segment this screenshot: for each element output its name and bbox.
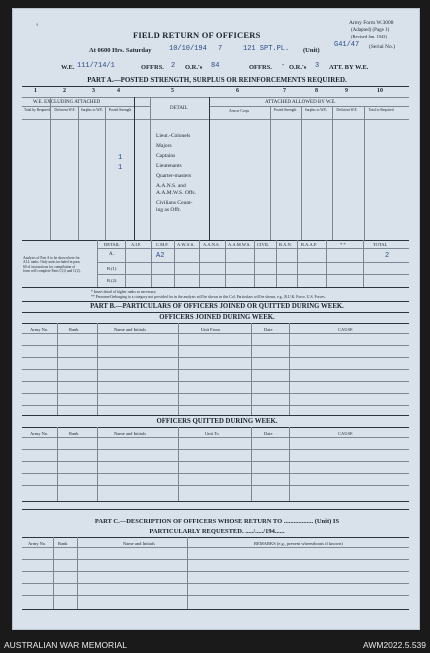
analysis-footnote-2: ** Personnel belonging to a category not provided for in the analysis will be shown in this Col. Particulars will be shown, e.g., B.U.K. Force, U.S. Forces. — [91, 295, 326, 299]
subhead-rule — [22, 119, 409, 120]
analysis-col-other: * * — [340, 242, 346, 247]
we-handwritten: 111/714/1 — [77, 62, 115, 70]
joined-divider — [97, 323, 98, 415]
analysis-bottom-rule — [22, 287, 409, 288]
subhead-c3: Surplus to W.E. — [80, 108, 104, 112]
quitted-bottom-rule — [22, 501, 409, 502]
analysis-divider — [254, 240, 255, 287]
quitted-header-cause: CAUSE — [338, 431, 353, 436]
analysis-a-total: 2 — [385, 252, 390, 260]
analysis-row-label-b2: B.(2) — [107, 278, 117, 283]
col-number-6: 6 — [236, 88, 239, 94]
joined-row-rule — [22, 369, 409, 370]
joined-title: OFFICERS JOINED DURING WEEK. — [159, 314, 275, 321]
col-divider — [270, 106, 271, 240]
col-number-10: 10 — [377, 88, 383, 94]
analysis-col-ran: R.A.N. — [279, 242, 292, 247]
col-number-8: 8 — [315, 88, 318, 94]
quitted-header-date: Date — [264, 431, 273, 436]
part-a-title: PART A.—POSTED STRENGTH, SURPLUS OR REINFORCEMENTS REQUIRED. — [87, 76, 347, 84]
analysis-note: Analysis of Part A to be shown here for ALL ranks. Only units included in para. 60 of instructions for compilation of form will complete Parts C(1) and C(2). — [23, 256, 81, 273]
part-c-header-rule — [22, 547, 409, 548]
form-id-line1: Army Form W.3008 — [349, 20, 394, 26]
rank-civilians-cont: ing as Offr. — [156, 207, 181, 213]
att-label: ATT. BY W.E. — [329, 64, 369, 71]
rank-captains: Captains — [156, 153, 176, 159]
analysis-row-label-a: A. — [109, 252, 114, 257]
offrs-label-1: OFFRS. — [141, 64, 164, 71]
unit-label: (Unit) — [303, 47, 320, 54]
col-number-5: 5 — [171, 88, 174, 94]
analysis-divider — [199, 240, 200, 287]
quitted-row-rule — [22, 473, 409, 474]
analysis-footnote-1: * Insert detail of higher ranks as necessary. — [91, 290, 157, 294]
we-label: W.E. — [61, 64, 75, 71]
joined-header-army-no: Army No. — [30, 327, 49, 332]
part-c-title-rule — [22, 537, 409, 538]
form-id-line2: (Adapted) (Page 1) — [351, 28, 390, 33]
part-c-divider — [53, 537, 54, 609]
quitted-header-army-no: Army No. — [30, 431, 49, 436]
serial-handwritten: G41/47 — [334, 41, 360, 49]
quitted-header-unit-to: Unit To — [205, 431, 219, 436]
detail-header: DETAIL — [170, 106, 188, 111]
col-divider — [364, 106, 365, 240]
rank-civilians: Civilians Count- — [156, 200, 193, 206]
part-c-row-rule — [22, 595, 409, 596]
subhead-c7: Posted Strength — [273, 108, 297, 112]
quitted-divider — [57, 427, 58, 501]
part-c-title-line1: PART C.—DESCRIPTION OF OFFICERS WHOSE RETURN TO .................. (Unit) IS — [94, 518, 340, 525]
joined-header-date: Date — [264, 327, 273, 332]
form-sheet — [12, 8, 420, 630]
part-c-top-rule — [22, 509, 409, 510]
posted-captains: 1 — [118, 154, 123, 162]
subhead-c6: Arm or Corps — [229, 109, 249, 113]
ors-label-2: O.R.'s — [289, 64, 307, 71]
quitted-divider — [289, 427, 290, 501]
joined-row-rule — [22, 405, 409, 406]
ors-label-1: O.R.'s — [185, 64, 203, 71]
analysis-col-aif: A.I.F. — [131, 242, 142, 247]
quitted-header-rule — [22, 437, 409, 438]
quitted-header-rank: Rank — [69, 431, 79, 436]
subhead-c10: Total to Required — [368, 108, 394, 112]
col-number-3: 3 — [92, 88, 95, 94]
joined-divider — [289, 323, 290, 415]
part-c-row-rule — [22, 559, 409, 560]
group-left-rule — [22, 106, 150, 107]
analysis-col-raaf: R.A.A.F. — [301, 242, 318, 247]
part-c-title-line2: PARTICULARLY REQUESTED. ...../...../194...... — [149, 528, 285, 535]
serial-label: (Serial No.) — [369, 44, 395, 50]
subhead-c1: Total by Required — [24, 108, 50, 112]
part-c-header-army-no: Army No. — [28, 541, 47, 546]
quitted-divider — [97, 427, 98, 501]
form-title: FIELD RETURN OF OFFICERS — [133, 30, 261, 40]
handwritten-mark: ' — [35, 24, 40, 32]
quitted-title: OFFICERS QUITTED DURING WEEK. — [156, 418, 278, 425]
col-divider — [134, 97, 135, 240]
col-number-7: 7 — [283, 88, 286, 94]
col-divider — [301, 106, 302, 240]
unit-handwritten: 121 SPT.PL. — [243, 45, 290, 53]
part-c-divider — [187, 537, 188, 609]
offrs-label-2: OFFRS. — [249, 64, 272, 71]
joined-divider — [251, 323, 252, 415]
analysis-divider — [225, 240, 226, 287]
footer-accession-number: AWM2022.5.539 — [363, 640, 426, 650]
part-c-header-name: Name and Initials — [123, 541, 155, 546]
col-divider — [50, 97, 51, 240]
footer-institution: AUSTRALIAN WAR MEMORIAL — [4, 640, 127, 650]
analysis-divider — [174, 240, 175, 287]
analysis-col-cmf: C.M.F. — [156, 242, 169, 247]
rank-aamws: A.A.M.W.S. Offs. — [156, 190, 196, 196]
analysis-col-aans: A.A.N.S. — [203, 242, 220, 247]
ors-value-1: 84 — [211, 62, 220, 70]
col-number-rule — [22, 97, 409, 98]
joined-title-rule — [22, 323, 409, 324]
joined-bottom-rule — [22, 415, 409, 416]
year-suffix: 7 — [218, 45, 223, 53]
subhead-c2: Deficient W.E. — [54, 108, 76, 112]
analysis-divider — [297, 240, 298, 287]
col-number-4: 4 — [117, 88, 120, 94]
archive-footer — [0, 636, 430, 653]
joined-header-cause: CAUSE — [338, 327, 353, 332]
analysis-row-label-b1: B.(1) — [107, 266, 117, 271]
analysis-divider — [363, 240, 364, 287]
joined-divider — [178, 323, 179, 415]
part-b-title: PART B.—PARTICULARS OF OFFICERS JOINED OR QUITTED DURING WEEK. — [90, 303, 344, 310]
analysis-col-civil: CIVIL — [257, 242, 269, 247]
rank-majors: Majors — [156, 143, 172, 149]
col-divider — [105, 106, 106, 240]
analysis-col-awas: A.W.A.S. — [177, 242, 195, 247]
offrs-value-1: 2 — [171, 62, 176, 70]
joined-header-rule — [22, 333, 409, 334]
part-c-header-remarks: REMARKS (e.g., present whereabouts if known) — [254, 541, 343, 546]
group-left-label: W.E. EXCLUDING ATTACHED — [33, 100, 101, 105]
joined-divider — [57, 323, 58, 415]
joined-header-name: Name and Initials — [114, 327, 146, 332]
quitted-row-rule — [22, 485, 409, 486]
analysis-divider — [326, 240, 327, 287]
subhead-c9: Deficient W.E. — [336, 108, 358, 112]
rank-aans: A.A.N.S. and — [156, 183, 186, 189]
analysis-divider — [276, 240, 277, 287]
analysis-detail-label: DETAIL — [104, 242, 120, 247]
rank-lieut-colonels: Lieut.-Colonels — [156, 133, 191, 139]
analysis-divider — [125, 240, 126, 287]
part-c-divider — [77, 537, 78, 609]
subhead-c4: Posted Strength — [108, 108, 132, 112]
joined-row-rule — [22, 345, 409, 346]
joined-row-rule — [22, 393, 409, 394]
quitted-row-rule — [22, 461, 409, 462]
analysis-a-aif: A2 — [156, 252, 165, 260]
analysis-col-aamws: A.A.M.W.S. — [228, 242, 251, 247]
date-handwritten: 10/10/194 — [169, 45, 207, 53]
col-divider — [332, 106, 333, 240]
ors-value-2: 3 — [315, 62, 320, 70]
analysis-divider — [151, 240, 152, 287]
posted-lieutenants: 1 — [118, 164, 123, 172]
col-divider — [150, 97, 151, 240]
quitted-divider — [178, 427, 179, 501]
col-number-9: 9 — [345, 88, 348, 94]
subhead-c8: Surplus to W.E. — [304, 108, 328, 112]
joined-row-rule — [22, 357, 409, 358]
rank-quartermasters: Quarter-masters — [156, 173, 192, 179]
quitted-divider — [251, 427, 252, 501]
col-divider — [209, 97, 210, 240]
quitted-title-rule — [22, 427, 409, 428]
at-label: At 0600 Hrs. Saturday — [89, 47, 152, 54]
joined-header-rank: Rank — [69, 327, 79, 332]
part-c-row-rule — [22, 571, 409, 572]
part-b-title-rule — [22, 312, 409, 313]
joined-row-rule — [22, 381, 409, 382]
part-c-bottom-rule — [22, 609, 409, 610]
col-number-1: 1 — [34, 88, 37, 94]
group-right-rule — [209, 106, 409, 107]
form-id-line3: (Revised Jan. 1943) — [351, 34, 387, 39]
col-number-2: 2 — [63, 88, 66, 94]
offrs-value-2: - — [281, 62, 286, 70]
part-c-header-rank: Rank — [58, 541, 68, 546]
rank-lieutenants: Lieutenants — [156, 163, 182, 169]
quitted-header-name: Name and Initials — [114, 431, 146, 436]
analysis-col-total: TOTAL — [373, 242, 388, 247]
part-a-top-rule — [22, 86, 409, 87]
analysis-divider — [97, 240, 98, 287]
joined-header-unit-from: Unit From — [201, 327, 220, 332]
quitted-row-rule — [22, 449, 409, 450]
col-divider — [78, 106, 79, 240]
part-c-row-rule — [22, 583, 409, 584]
group-right-label: ATTACHED ALLOWED BY W.E. — [265, 100, 336, 105]
part-b-top-rule — [22, 301, 409, 302]
